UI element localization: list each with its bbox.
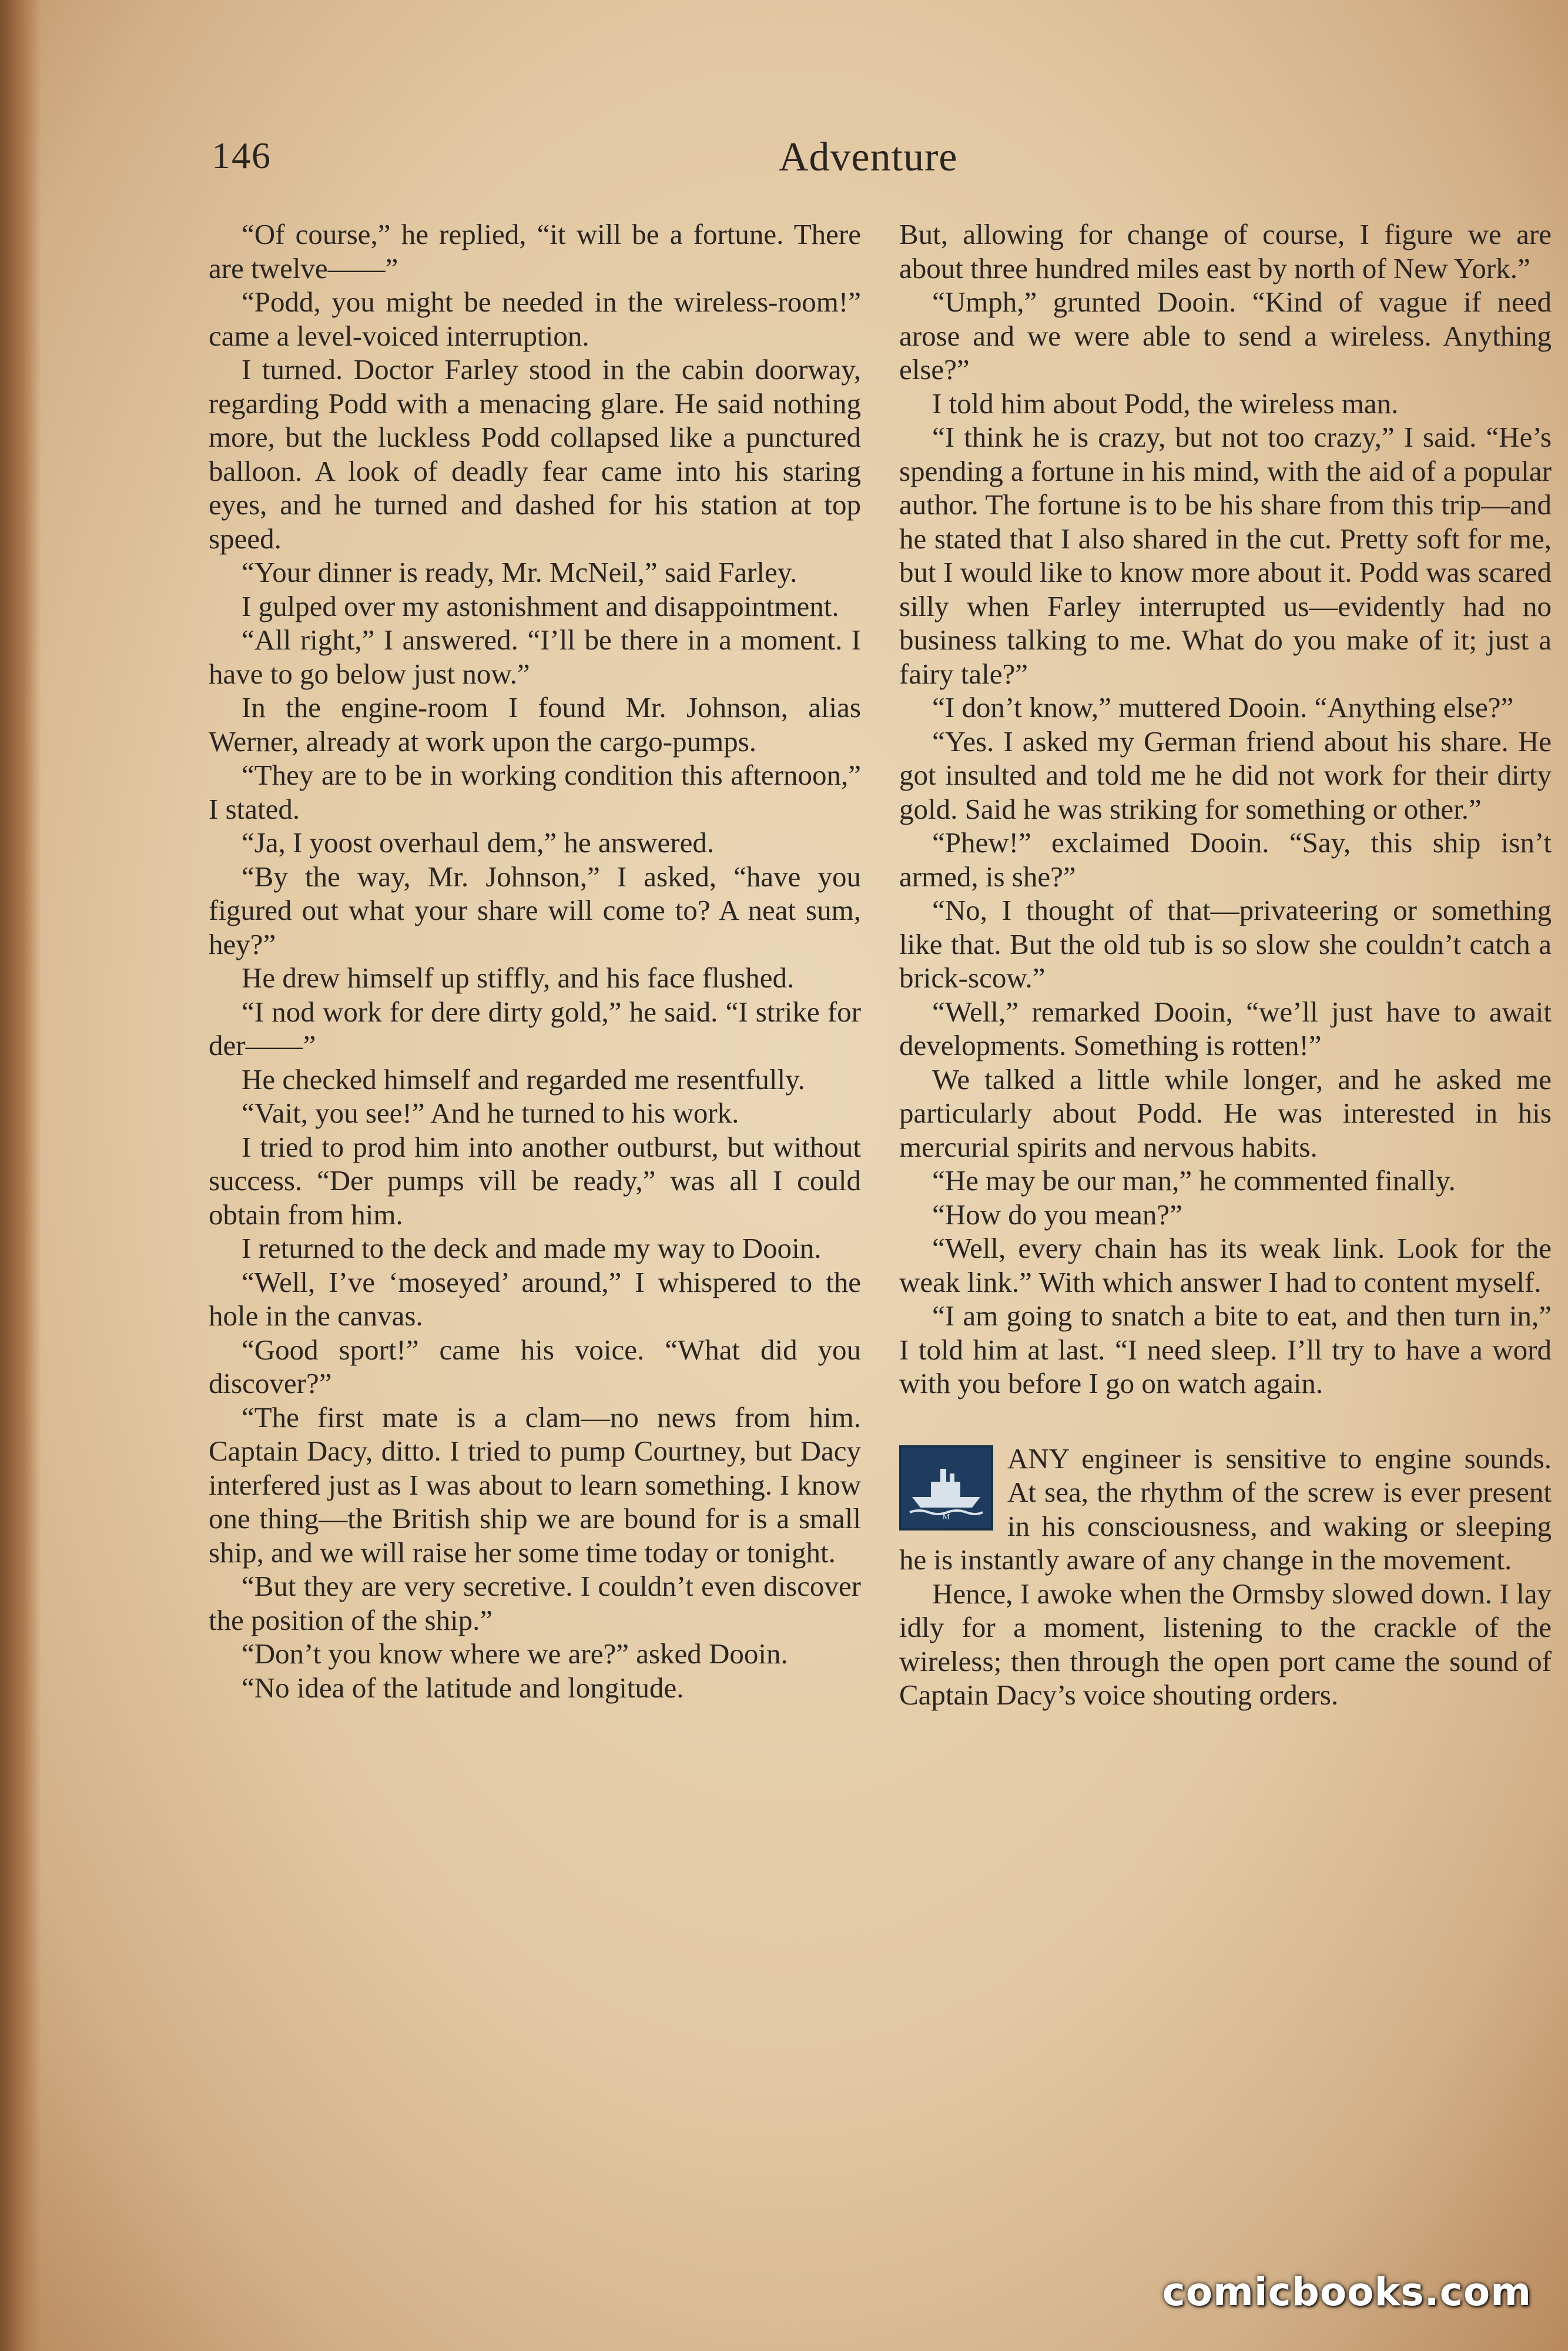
svg-text:M: M [942, 1512, 950, 1522]
paragraph: “Your dinner is ready, Mr. McNeil,” said Farley. [242, 556, 798, 588]
paragraph: “Umph,” grunted Dooin. “Kind of vague if need arose and we were able to send a wireless. Anything else?” [899, 286, 1552, 386]
paragraph: “He may be our man,” he commented finally. [932, 1164, 1456, 1197]
paragraph: “They are to be in working condition this afternoon,” I stated. [209, 759, 861, 825]
section-opening-text: ANY engineer is sensitive to engine sounds. At sea, the rhythm of the screw is ever present in his consciousness, and waking or sleeping he is instantly aware of any change in the movement. [899, 1442, 1552, 1576]
paragraph: “Podd, you might be needed in the wireless-room!” came a level-voiced interruption. [209, 286, 861, 352]
paragraph: “Good sport!” came his voice. “What did you discover?” [209, 1333, 861, 1399]
paragraph: I tried to prod him into another outburst, but without success. “Der pumps vill be ready,” was all I could obtain from him. [209, 1130, 861, 1231]
paragraph: “Of course,” he replied, “it will be a fortune. There are twelve——” [209, 218, 861, 284]
paragraph: “Well,” remarked Dooin, “we’ll just have to await developments. Something is rotten!” [899, 995, 1552, 1061]
paragraph: We talked a little while longer, and he asked me particularly about Podd. He was interested in his mercurial spirits and nervous habits. [899, 1063, 1552, 1163]
section-opening [899, 1442, 1552, 1577]
running-head: Adventure [779, 135, 958, 180]
paragraph: “I nod work for dere dirty gold,” he said. “I strike for der——” [209, 995, 861, 1061]
paragraph: I turned. Doctor Farley stood in the cabin doorway, regarding Podd with a menacing glare. He said nothing more, but the luckless Podd collapsed like a punctured balloon. A look of deadly fear came into his staring eyes, and he turned and dashed for his station at top speed. [209, 353, 861, 555]
paragraph: He checked himself and regarded me resentfully. [242, 1063, 805, 1096]
right-column [899, 217, 1552, 1712]
paragraph: “All right,” I answered. “I’ll be there in a moment. I have to go below just now.” [209, 624, 861, 690]
paragraph: “Yes. I asked my German friend about his share. He got insulted and told me he did not work for their dirty gold. Said he was striking for something or other.” [899, 725, 1552, 825]
paragraph: I told him about Podd, the wireless man. [932, 387, 1399, 420]
paragraph: “How do you mean?” [932, 1198, 1182, 1231]
paragraph: “But they are very secretive. I couldn’t even discover the position of the ship.” [209, 1570, 861, 1636]
paragraph: “I think he is crazy, but not too crazy,” I said. “He’s spending a fortune in his mind, with the aid of a popular author. The fortune is to be his share from this trip—and he stated that I also shared in the cut. Pretty soft for me, but I would like to know more about it. Podd was scared silly when Farley interrupted us—evidently had no business talking to me. What do you make of it; just a fairy tale?” [899, 421, 1552, 690]
paragraph: He drew himself up stiffly, and his face flushed. [242, 962, 795, 994]
paragraph: I gulped over my astonishment and disappointment. [242, 590, 839, 622]
watermark: comicbooks.com [1162, 2269, 1532, 2315]
paragraph: Hence, I awoke when the Ormsby slowed down. I lay idly for a moment, listening to the crackle of the wireless; then through the open port came the sound of Captain Dacy’s voice shouting orders. [899, 1577, 1552, 1711]
paragraph: “By the way, Mr. Johnson,” I asked, “have you figured out what your share will come to? A neat sum, hey?” [209, 860, 861, 960]
paragraph: “I am going to snatch a bite to eat, and then turn in,” I told him at last. “I need sleep. I’ll try to have a word with you before I go on watch again. [899, 1300, 1552, 1399]
paragraph: I returned to the deck and made my way to Dooin. [242, 1232, 822, 1264]
paragraph: “Well, I’ve ‘moseyed’ around,” I whispered to the hole in the canvas. [209, 1265, 861, 1332]
paragraph: “Ja, I yoost overhaul dem,” he answered. [242, 826, 715, 859]
paragraph: “Well, every chain has its weak link. Look for the weak link.” With which answer I had to content myself. [899, 1232, 1552, 1298]
paragraph: “Phew!” exclaimed Dooin. “Say, this ship isn’t armed, is she?” [899, 826, 1552, 893]
paragraph: “No, I thought of that—privateering or something like that. But the old tub is so slow she couldn’t catch a brick-scow.” [899, 894, 1552, 994]
paragraph: In the engine-room I found Mr. Johnson, alias Werner, already at work upon the cargo-pumps. [209, 691, 861, 758]
section-break [899, 1401, 1552, 1442]
page-edge-shadow [0, 0, 41, 2351]
paragraph: “The first mate is a clam—no news from him. Captain Dacy, ditto. I tried to pump Courtney, but Dacy interfered just as I was about to learn something. I know one thing—the British ship we are bound for is a small ship, and we will raise her some time today or tonight. [209, 1401, 861, 1569]
paragraph: “No idea of the latitude and longitude. [242, 1671, 684, 1704]
paragraph: But, allowing for change of course, I figure we are about three hundred miles east by north of New York.” [899, 218, 1552, 284]
dropcap-ship-illustration-icon [899, 1445, 993, 1531]
paragraph: “I don’t know,” muttered Dooin. “Anything else?” [932, 691, 1514, 724]
left-column [209, 217, 861, 1704]
paragraph: “Don’t you know where we are?” asked Dooin. [242, 1637, 788, 1670]
paragraph: “Vait, you see!” And he turned to his work. [242, 1097, 739, 1129]
page-number: 146 [212, 135, 272, 176]
